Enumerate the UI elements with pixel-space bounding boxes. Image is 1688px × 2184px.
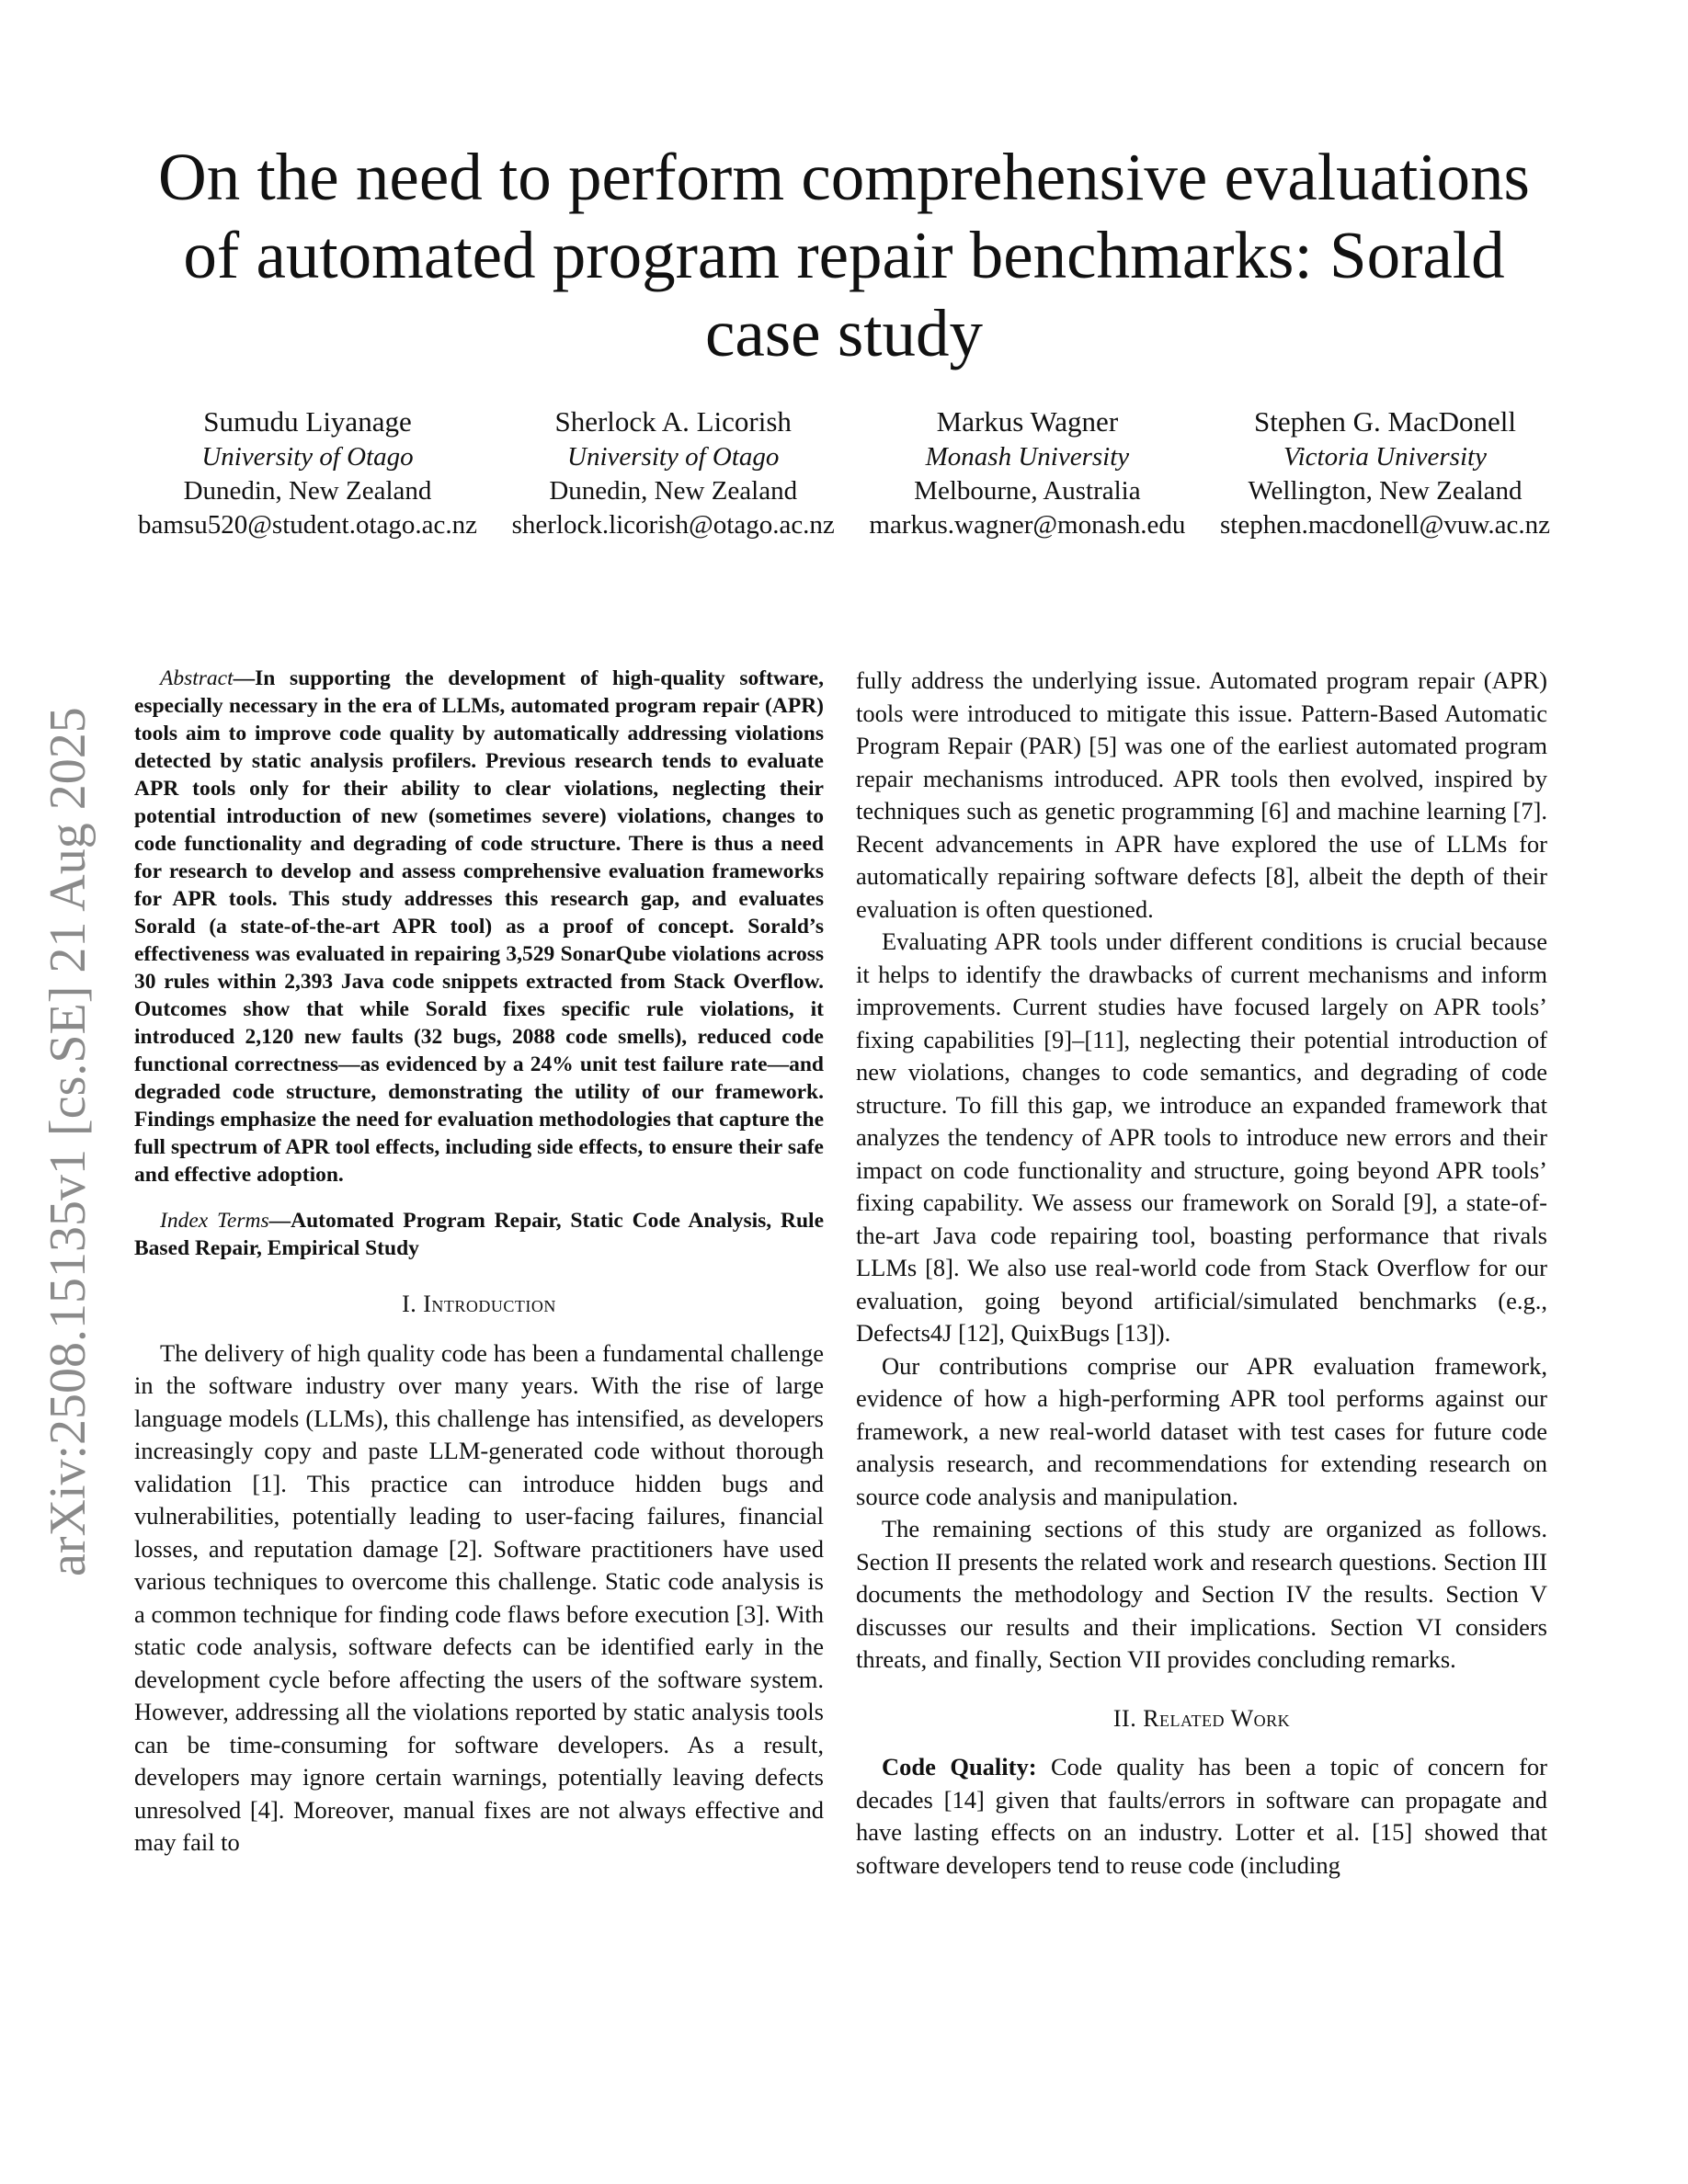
author-location: Melbourne, Australia [914,476,1141,506]
author-1 [138,404,477,542]
author-block [138,404,1550,542]
arxiv-stamp: arXiv:2508.15135v1 [cs.SE] 21 Aug 2025 [40,707,97,1576]
author-location: Dunedin, New Zealand [183,476,432,506]
paragraph: The remaining sections of this study are organized as follows. Section II presents the related work and research questions. Section III documents the methodology and Section IV the results. Section V discusses our results and their implications. Section VI considers threats, and finally, Section VII provides concluding remarks. [856,1515,1547,1673]
paragraph-text: Code quality has been a topic of concern for decades [14] given that faults/errors in software can propagate and have lasting effects on an industry. Lotter et al. [15] showed that software developers tend to reuse code (including [856,1753,1547,1879]
right-column [856,665,1547,1882]
paragraph: Evaluating APR tools under different conditions is crucial because it helps to identify the drawbacks of current mechanisms and inform improvements. Current studies have focused largely on APR tools’ fixing capabilities [9]–[11], neglecting their potential introduction of new violations, changes to code semantics, and degrading of code structure. To fill this gap, we introduce an expanded framework that analyzes the tendency of APR tools to introduce new errors and their impact on code functionality and structure, going beyond APR tools’ fixing capability. We assess our framework on Sorald [9], a state-of-the-art Java code repairing tool, boasting performance that rivals LLMs [8]. We also use real-world code from Stack Overflow for our evaluation, going beyond artificial/simulated benchmarks (e.g., Defects4J [12], QuixBugs [13]). [856,927,1547,1347]
author-4 [1220,404,1550,542]
author-email: stephen.macdonell@vuw.ac.nz [1219,510,1550,540]
author-email: markus.wagner@monash.edu [869,510,1186,540]
index-terms-lead: Index Terms [160,1209,269,1233]
author-name: Sherlock A. Licorish [554,405,792,438]
paragraph [856,1751,1547,1882]
author-email: bamsu520@student.otago.ac.nz [138,510,477,540]
author-location: Wellington, New Zealand [1248,476,1523,506]
abstract [134,665,824,1189]
section-heading-related-work: II. Related Work [1112,1704,1291,1732]
author-name: Stephen G. MacDonell [1254,405,1516,438]
paragraph: The delivery of high quality code has been a fundamental challenge in the software industry over many years. With the rise of large language models (LLMs), this challenge has intensified, as developers increasingly copy and paste LLM-generated code without thorough validation [1]. This practice can introduce hidden bugs and vulnerabilities, potentially leading to user-facing failures, financial losses, and reputation damage [2]. Software practitioners have used various techniques to overcome this challenge. Static code analysis is a common technique for finding code flaws before execution [3]. With static code analysis, software defects can be identified early in the development cycle before affecting the users of the software system. However, addressing all the violations reported by static analysis tools can be time-consuming for software developers. As a result, developers may ignore certain warnings, potentially leaving defects unresolved [4]. Moreover, manual fixes are not always effective and may fail to [134,1338,824,1856]
author-2 [512,404,835,542]
abstract-lead: Abstract [160,666,234,690]
paragraph: fully address the underlying issue. Automated program repair (APR) tools were introduced to mitigate this issue. Pattern-Based Automatic Program Repair (PAR) [5] was one of the earliest automated program repair mechanisms introduced. APR tools then evolved, inspired by techniques such as genetic programming [6] and machine learning [7]. Recent advancements in APR have explored the use of LLMs for automatically repairing software defects [8], albeit the depth of their evaluation is often questioned. [856,666,1547,923]
index-terms [134,1207,824,1262]
author-affiliation: Victoria University [1283,442,1487,472]
paragraph: Our contributions comprise our APR evaluation framework, evidence of how a high-performing APR tool performs against our framework, a new real-world dataset with test cases for future code analysis research, and recommendations for extending research on source code analysis and manipulation. [856,1351,1547,1510]
author-email: sherlock.licorish@otago.ac.nz [511,510,835,540]
author-name: Markus Wagner [936,405,1119,438]
abstract-text: —In supporting the development of high-quality software, especially necessary in the era of LLMs, automated program repair (APR) tools aim to improve code quality by automatically addressing violations detected by static analysis profilers. Previous research tends to evaluate APR tools only for their ability to clear violations, neglecting their potential introduction of new (sometimes severe) violations, changes to code functionality and degrading of code structure. There is thus a need for research to develop and assess comprehensive evaluation frameworks for APR tools. This study addresses this research gap, and evaluates Sorald (a state-of-the-art APR tool) as a proof of concept. Sorald’s effectiveness was evaluated in repairing 3,529 SonarQube violations across 30 rules within 2,393 Java code snippets extracted from Stack Overflow. Outcomes show that while Sorald fixes specific rule violations, it introduced 2,120 new faults (32 bugs, 2088 code smells), reduced code functional correctness—as evidenced by a 24% unit test failure rate—and degraded code structure, demonstrating the utility of our framework. Findings emphasize the need for evaluation methodologies that capture the full spectrum of APR tool effects, including side effects, to ensure their safe and effective adoption. [134,666,824,1187]
author-affiliation: University of Otago [567,442,780,472]
left-column [134,665,824,1860]
author-affiliation: Monash University [925,442,1130,472]
author-3 [869,404,1185,542]
section-heading-introduction: I. Introduction [402,1291,556,1317]
author-name: Sumudu Liyanage [203,405,412,438]
index-terms-text: —Automated Program Repair, Static Code Analysis, Rule Based Repair, Empirical Study [134,1209,824,1260]
author-affiliation: University of Otago [201,442,414,472]
paper-title: On the need to perform comprehensive evaluations of automated program repair benchmarks: Sorald case study [158,140,1530,370]
paragraph-lead: Code Quality: [882,1753,1037,1780]
author-location: Dunedin, New Zealand [549,476,798,506]
